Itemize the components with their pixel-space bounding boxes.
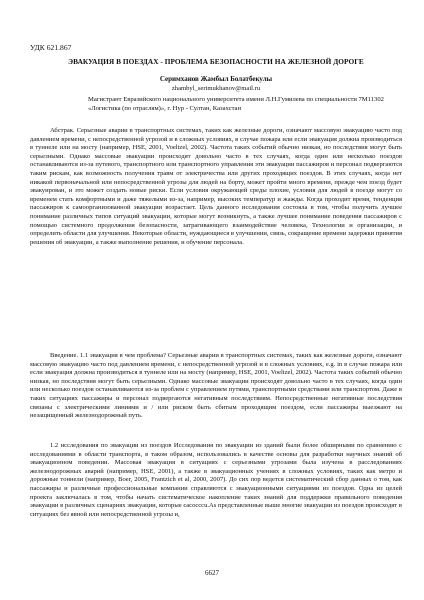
introduction-section <box>30 352 402 421</box>
author-name: Серимханов Жамбыл Болатбекулы <box>159 75 273 83</box>
page-number: 6627 <box>205 569 219 577</box>
section-1-2-paragraph: 1.2 исследования по эвакуации из поездов Исследования по эвакуации из зданий были более обширными по сравнению с исследованиями в области транспорта, в таком образом, использовались в качестве основы для разработки научных знаний об эвакуационном поведении. Массовая эвакуация в ситуациях с серьезными угрозами была изучена в расследованиях железнодорожных аварий (например, HSE, 2001), а также в эвакуационных учениях в сложных условиях, таких как метро и дорожные тоннели (например, Boer, 2005, Frantzich et al, 2000, 2007). До сих пор ведется систематический сбор данных о том, как пассажиры и различные профессиональные компании справляются с эвакуационными ситуациями из поездов. Одна из целей проекта заключалась в том, чтобы начать систематическое накопление таких знаний для поддержки правильного поведения эвакуации в различных сценариях эвакуации, которые cacocccu.As представленные выше многие эвакуации из поездов происходят в ситуациях без явной или непосредственной угрозы и, <box>30 442 402 518</box>
section-1-2 <box>30 442 402 519</box>
udk-code: УДК 621.867 <box>30 43 72 52</box>
abstract-section <box>30 127 402 247</box>
introduction-paragraph: Введение. 1.1 эвакуация в чем проблема? Серьезные аварии в транспортных системах, таких как железные дороги, означают массовую эвакуацию часто под давлением времени, с непосредственной угрозой и в сложных условиях, e.g. in в случае пожара или если эвакуация должна производиться в туннеле или на мосту (например, HSE, 2001, Voeltzel, 2002). Частота таких событий обычно низкая, но последствия могут быть серьезными. Однако массовые эвакуации происходят довольно часто в тех случаях, когда один или несколько поездов останавливаются из-за проблем с управлением путями, транспортными средствами или транспортом. Даже в таких ситуациях пассажиры и персонал подвергаются негативным последствиям. Непосредственные негативные последствия связаны с электрическими линиями и / или риском быть сбитым проходящим поездом, если пассажиры выезжают на незащищенный железнодорожный путь. <box>30 352 402 420</box>
abstract-paragraph: Абстрак. Серьезные аварии в транспортных системах, таких как железные дороги, означают массовую эвакуацию часто под давлением времени, с непосредственной угрозой и в сложных условиях, в случае пожара или если эвакуация должна производиться в туннеле или на мосту (например, HSE, 2001, Voeltzel, 2002). Частота таких событий обычно низкая, но последствия могут быть серьезными. Однако массовые эвакуации происходят довольно часто в тех случаях, когда один или несколько поездов останавливаются из-за путевого, транспортного или транспортного управления эти эвакуации пассажиров и персонал подвергаются таким рискам, как возможность получения травм от электричества или других проходящих поездов. В этих случаях, когда нет никакой первоначальной или непосредственной угрозы для людей на борту, может пройти много времени, прежде чем поезд будет эвакуирован, и это может создать новые риски. Если условия окружающей среды плохие, условия для людей в поезде могут со временем стать комфортными и даже тяжелыми из-за, например, высоких температур и жажды. Когда проходит время, тенденция пассажиров к самоорганизованной эвакуации возрастает. Цель данного исследования состояла в том, чтобы получить лучшее понимание различных типов ситуаций эвакуации, которые могут возникнуть, а также лучшее понимание поведения пассажиров с помощью системного продолжения безопасности, затрагивающего взаимодействие человека, Технологии и организации, и определить области для улучшения. Некоторые области, нуждающиеся в улучшении, связь, сокращение времени задержки принятия решения об эвакуации, а также выполнение решения, и обучение персонала. <box>30 127 402 246</box>
author-email: zhambyl_serimukhanov@mail.ru <box>171 85 261 92</box>
paper-title: ЭВАКУАЦИЯ В ПОЕЗДАХ - ПРОБЛЕМА БЕЗОПАСНОСТИ НА ЖЕЛЕЗНОЙ ДОРОГЕ <box>68 57 364 66</box>
author-affiliation: Магистрант Евразийского национального университета имени Л.Н.Гумилева по специальности 7M11302 «Логистика (по отраслям)», г. Нур - Султан, Казахстан <box>88 96 384 113</box>
